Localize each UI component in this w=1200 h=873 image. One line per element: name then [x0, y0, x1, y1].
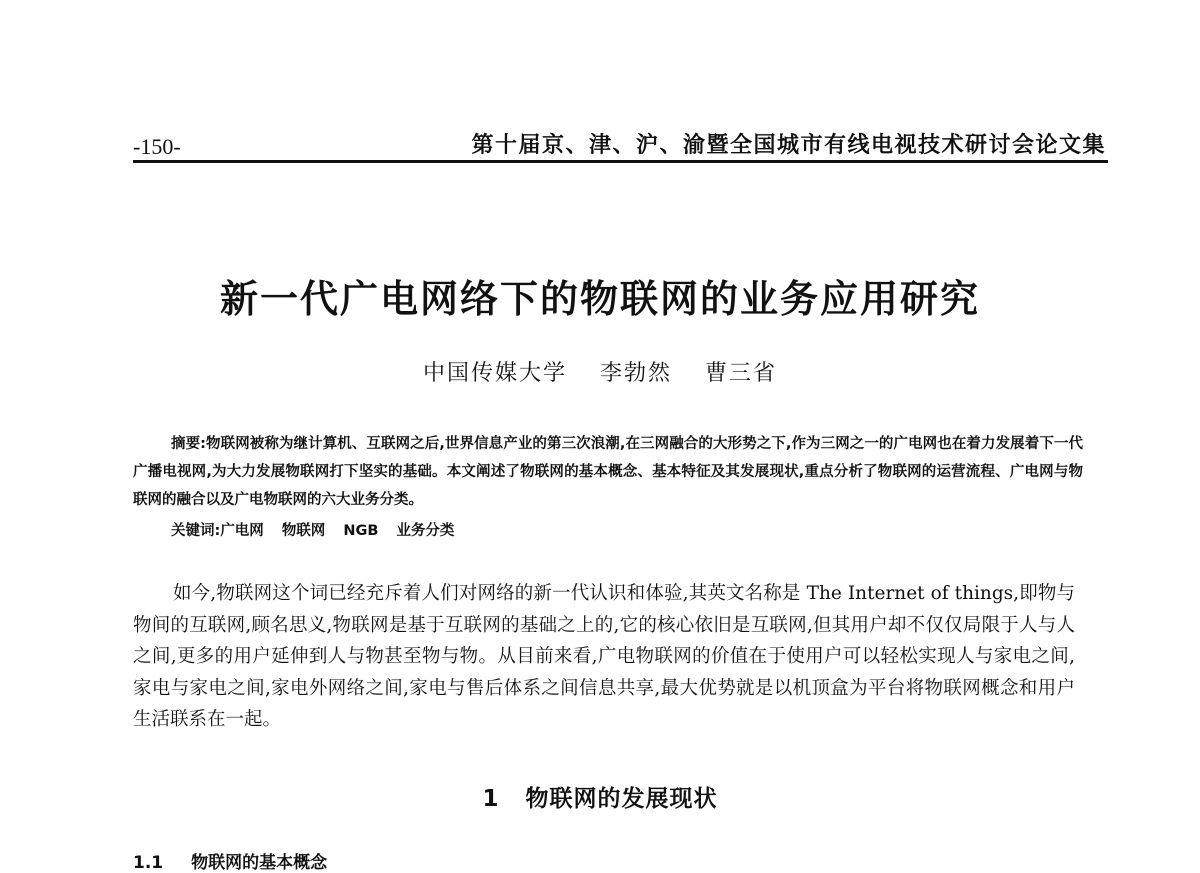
author-name: 曹三省 — [705, 361, 778, 386]
section-title: 物联网的发展现状 — [525, 786, 718, 812]
abstract — [133, 430, 1083, 514]
abstract-text: 物联网被称为继计算机、互联网之后,世界信息产业的第三次浪潮,在三网融合的大形势之下,作为三网之一的广电网也在着力发展着下一代广播电视网,为大力发展物联网打下坚实的基础。本文阐述了物联网的基本概念、基本特征及其发展现状,重点分析了物联网的运营流程、广电网与物联网的融合以及广电物联网的六大业务分类。 — [133, 436, 1083, 508]
keywords-label: 关键词: — [171, 523, 221, 539]
subsection-heading — [133, 848, 327, 873]
section-heading — [0, 780, 1200, 813]
keyword: 物联网 — [281, 523, 326, 539]
subsection-title: 物联网的基本概念 — [191, 853, 328, 873]
page-number: -150- — [133, 134, 181, 159]
article-title: 新一代广电网络下的物联网的业务应用研究 — [219, 277, 980, 321]
keyword: NGB — [343, 523, 379, 539]
keywords — [171, 517, 1071, 545]
section-number: 1 — [482, 786, 500, 812]
page-header — [133, 128, 1108, 160]
running-title: 第十届京、津、沪、渝暨全国城市有线电视技术研讨会论文集 — [471, 132, 1106, 158]
header-rule — [133, 160, 1108, 163]
subsection-number: 1.1 — [133, 853, 164, 873]
author-line — [0, 356, 1200, 387]
keyword: 广电网 — [220, 523, 264, 539]
author-name: 李勃然 — [599, 361, 672, 386]
keyword: 业务分类 — [396, 523, 455, 539]
intro-paragraph: 如今,物联网这个词已经充斥着人们对网络的新一代认识和体验,其英文名称是 The Internet of things,即物与物间的互联网,顾名思义,物联网是基于互联网的基础之上的,它的核心依旧是互联网,但其用户却不仅仅局限于人与人之间,更多的用户延伸到人与物甚至物与物。从目前来看,广电物联网的价值在于使用户可以轻松实现人与家电之间,家电与家电之间,家电外网络之间,家电与售后体系之间信息共享,最大优势就是以机顶盒为平台将物联网概念和用户生活联系在一起。 — [133, 583, 1075, 730]
affiliation: 中国传媒大学 — [422, 361, 567, 386]
abstract-label: 摘要: — [171, 436, 206, 452]
